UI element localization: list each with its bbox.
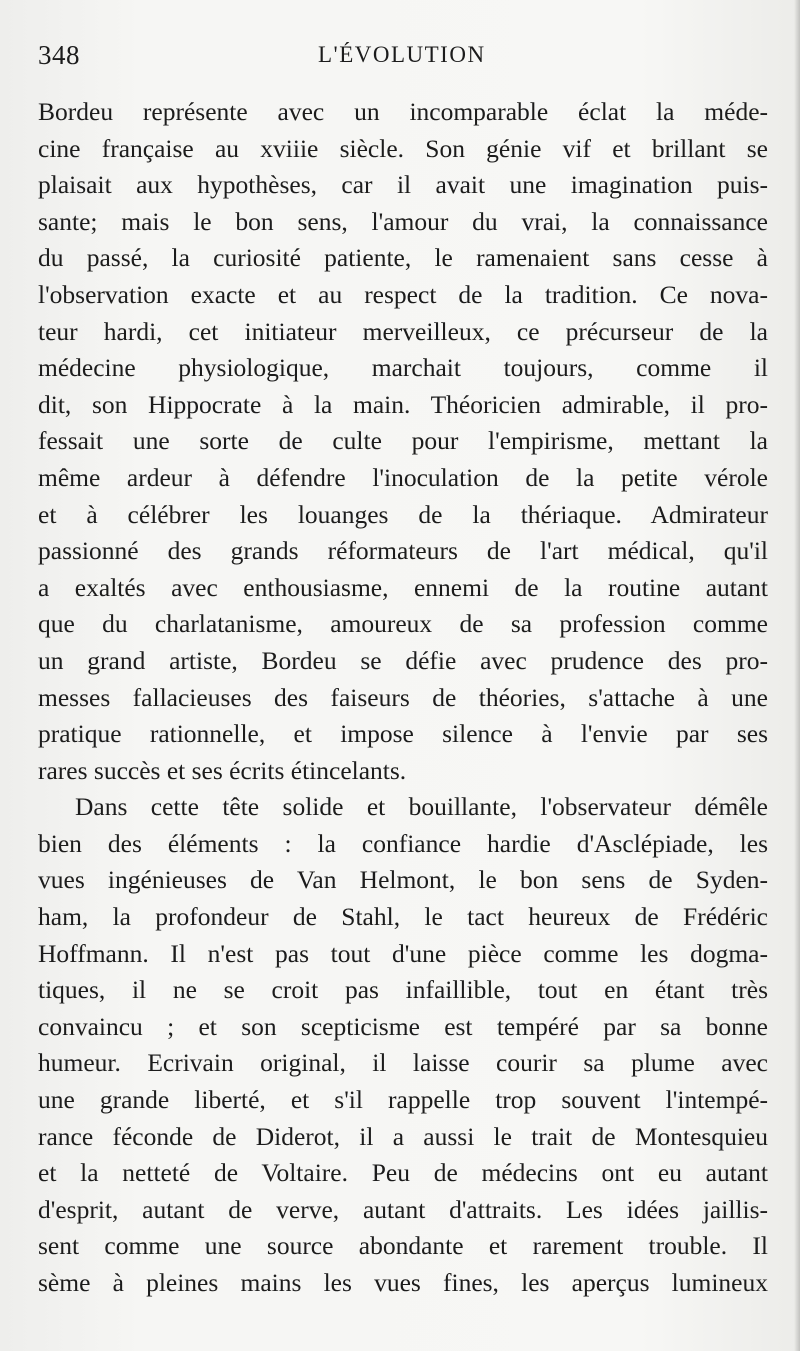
page-header <box>38 40 768 74</box>
text-line: ham, la profondeur de Stahl, le tact heureux de Frédéric <box>38 902 768 932</box>
text-line: sante; mais le bon sens, l'amour du vrai, la connaissance <box>38 206 768 236</box>
text-line: fessait une sorte de culte pour l'empirisme, mettant la <box>38 426 768 456</box>
text-line: messes fallacieuses des faiseurs de théories, s'attache à une <box>38 682 768 712</box>
running-head: L'ÉVOLUTION <box>318 42 486 67</box>
text-line: médecine physiologique, marchait toujours, comme il <box>38 353 768 383</box>
text-line: bien des éléments : la confiance hardie d'Asclépiade, les <box>38 828 768 858</box>
text-line: sent comme une source abondante et rarement trouble. Il <box>38 1231 768 1261</box>
text-line: teur hardi, cet initiateur merveilleux, ce précurseur de la <box>38 316 768 346</box>
text-line: un grand artiste, Bordeu se défie avec prudence des pro- <box>38 645 768 675</box>
text-line: passionné des grands réformateurs de l'art médical, qu'il <box>38 536 768 566</box>
page-number: 348 <box>38 40 80 70</box>
text-line: plaisait aux hypothèses, car il avait une imagination puis- <box>38 170 768 200</box>
text-line: dit, son Hippocrate à la main. Théoricien admirable, il pro- <box>38 389 768 419</box>
text-line: Hoffmann. Il n'est pas tout d'une pièce comme les dogma- <box>38 938 768 968</box>
text-line: convaincu ; et son scepticisme est tempéré par sa bonne <box>38 1011 768 1041</box>
text-line: tiques, il ne se croit pas infaillible, tout en étant très <box>38 975 768 1005</box>
text-line: cine française au xviiie siècle. Son génie vif et brillant se <box>38 133 768 163</box>
text-line: Bordeu représente avec un incomparable éclat la méde- <box>38 97 768 126</box>
text-line: humeur. Ecrivain original, il laisse courir sa plume avec <box>38 1048 768 1078</box>
text-line: vues ingénieuses de Van Helmont, le bon sens de Syden- <box>38 865 768 895</box>
text-line: d'esprit, autant de verve, autant d'attraits. Les idées jaillis- <box>38 1194 768 1224</box>
text-line: du passé, la curiosité patiente, le ramenaient sans cesse à <box>38 243 768 273</box>
text-line: que du charlatanisme, amoureux de sa profession comme <box>38 609 768 639</box>
text-line: l'observation exacte et au respect de la tradition. Ce nova- <box>38 279 768 309</box>
text-line: Dans cette tête solide et bouillante, l'observateur démêle <box>75 792 768 822</box>
text-line: et à célébrer les louanges de la thériaque. Admirateur <box>38 499 768 529</box>
text-line: rance féconde de Diderot, il a aussi le trait de Montesquieu <box>38 1121 768 1151</box>
text-line: pratique rationnelle, et impose silence à l'envie par ses <box>38 719 768 749</box>
paragraph-2 <box>38 789 768 1301</box>
text-line: même ardeur à défendre l'inoculation de la petite vérole <box>38 462 768 492</box>
page-binding-shadow <box>794 0 800 1351</box>
text-line: une grande liberté, et s'il rappelle trop souvent l'intempé- <box>38 1085 768 1115</box>
paragraph-1 <box>38 94 768 789</box>
body-text <box>38 94 768 1302</box>
text-line: et la netteté de Voltaire. Peu de médecins ont eu autant <box>38 1158 768 1188</box>
text-line: rares succès et ses écrits étincelants. <box>38 755 407 785</box>
text-line: sème à pleines mains les vues fines, les aperçus lumineux <box>38 1268 768 1297</box>
text-line: a exaltés avec enthousiasme, ennemi de la routine autant <box>38 572 768 602</box>
